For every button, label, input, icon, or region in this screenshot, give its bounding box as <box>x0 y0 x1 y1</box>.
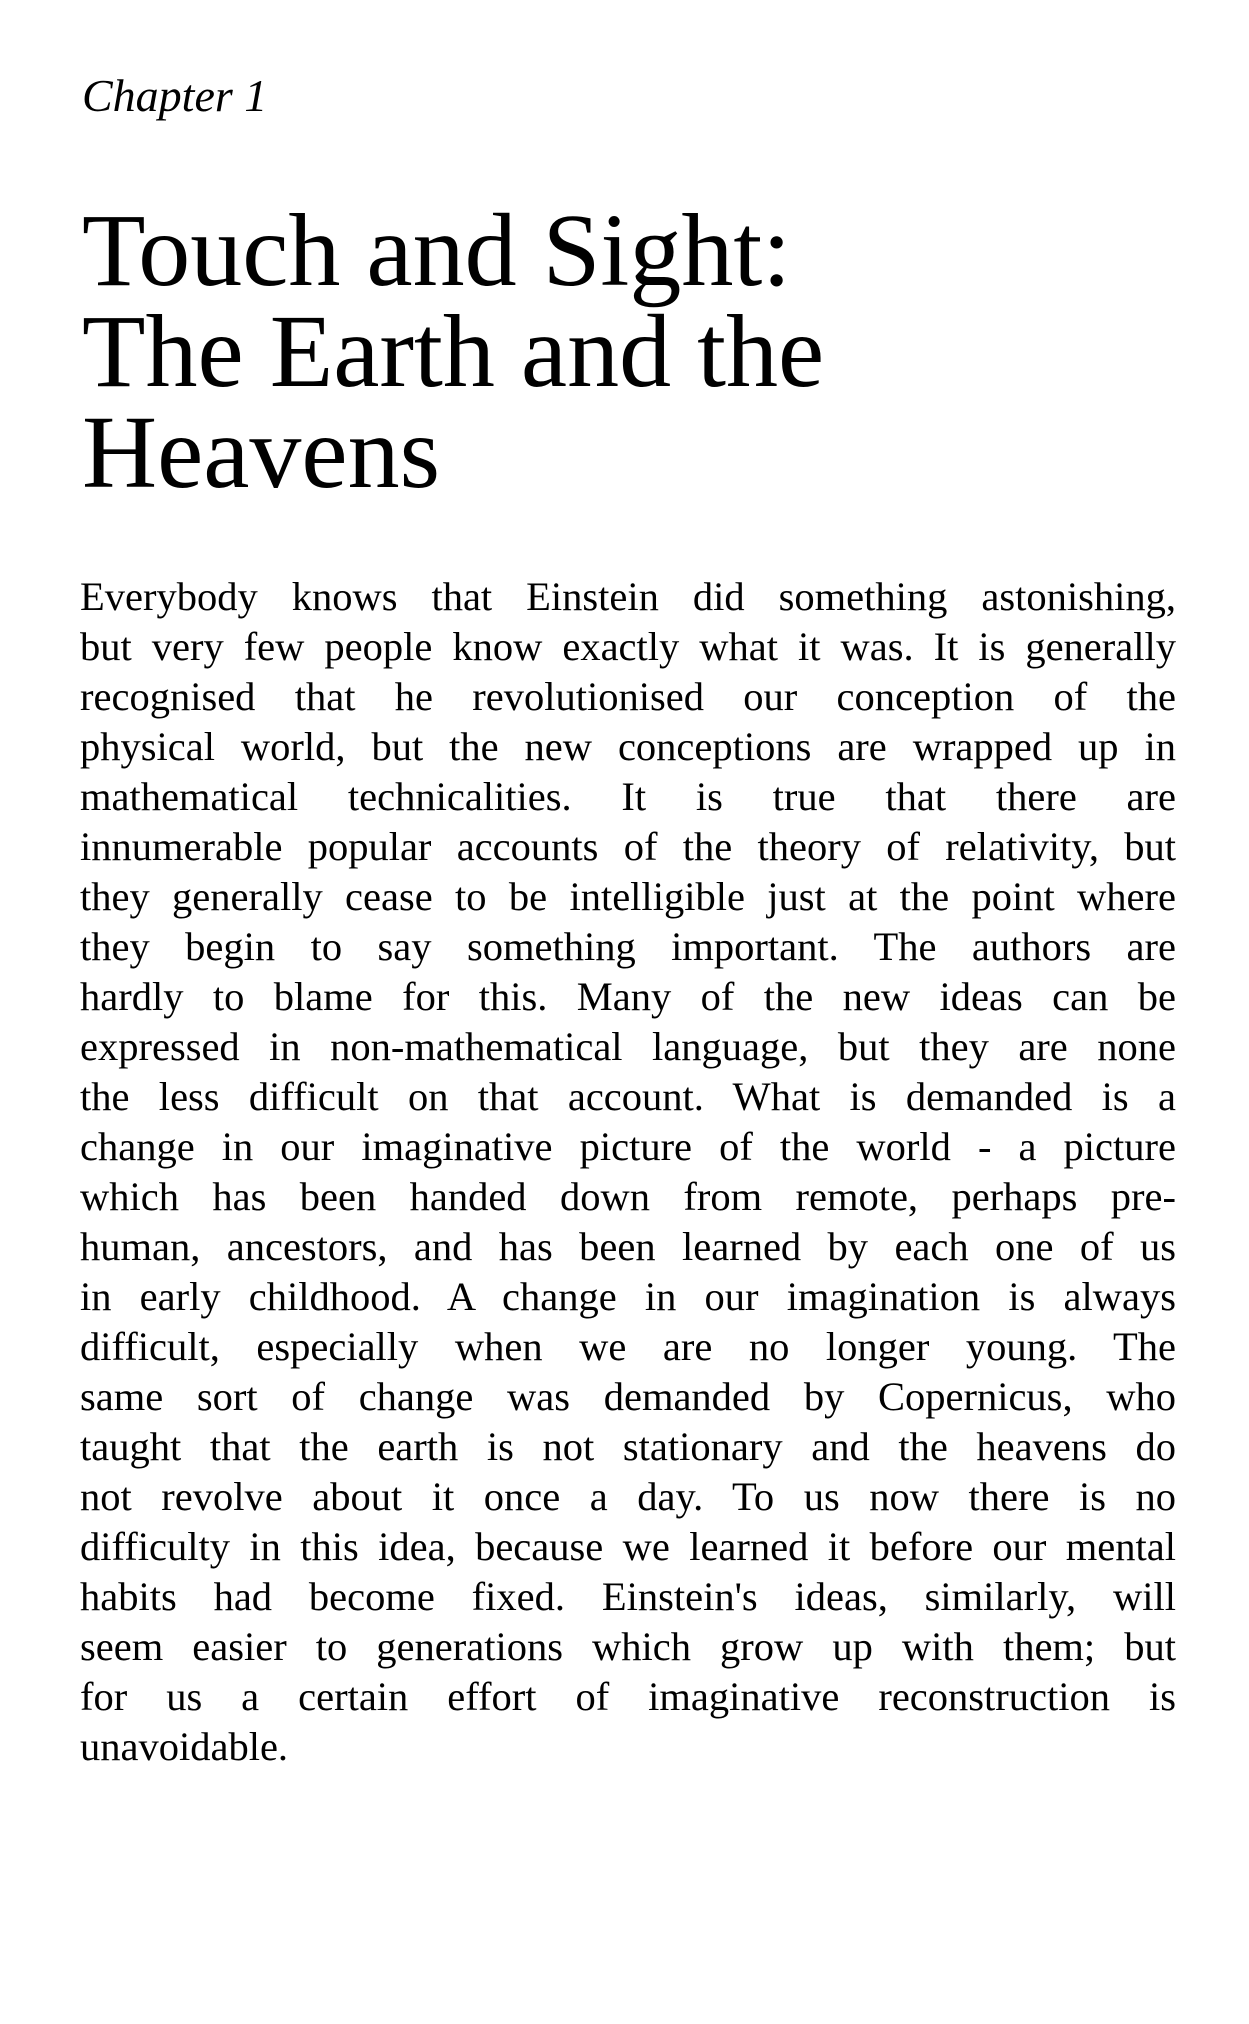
paragraph-line: physical world, but the new conceptions are wrapped up in <box>80 724 1176 769</box>
chapter-title <box>82 193 1182 510</box>
paragraph-line: human, ancestors, and has been learned by each one of us <box>80 1224 1176 1269</box>
paragraph-line: in early childhood. A change in our imagination is always <box>80 1274 1176 1319</box>
chapter-title-line: The Earth and the <box>82 294 825 409</box>
paragraph-line: difficult, especially when we are no longer young. The <box>80 1324 1176 1369</box>
paragraph-line: the less difficult on that account. What is demanded is a <box>80 1074 1176 1119</box>
paragraph-line: they generally cease to be intelligible just at the point where <box>80 874 1176 919</box>
paragraph-line: difficulty in this idea, because we learned it before our mental <box>80 1524 1176 1569</box>
paragraph-line: change in our imaginative picture of the world - a picture <box>80 1124 1176 1169</box>
paragraph-line: they begin to say something important. The authors are <box>80 924 1176 969</box>
paragraph-line: which has been handed down from remote, perhaps pre- <box>80 1174 1176 1219</box>
paragraph-line: but very few people know exactly what it was. It is generally <box>80 624 1176 669</box>
paragraph-line: recognised that he revolutionised our conception of the <box>80 674 1176 719</box>
chapter-title-line: Touch and Sight: <box>82 193 792 308</box>
paragraph-line: for us a certain effort of imaginative reconstruction is <box>80 1674 1176 1719</box>
paragraph-line: same sort of change was demanded by Copernicus, who <box>80 1374 1176 1419</box>
paragraph-line: unavoidable. <box>80 1724 289 1769</box>
paragraph-line: hardly to blame for this. Many of the new ideas can be <box>80 974 1176 1019</box>
paragraph-line: habits had become fixed. Einstein's ideas, similarly, will <box>80 1574 1176 1619</box>
paragraph-line: taught that the earth is not stationary and the heavens do <box>80 1424 1176 1469</box>
paragraph-line: not revolve about it once a day. To us now there is no <box>80 1474 1176 1519</box>
paragraph-line: expressed in non-mathematical language, but they are none <box>80 1024 1176 1069</box>
paragraph-line: seem easier to generations which grow up with them; but <box>80 1624 1176 1669</box>
paragraph-line: Everybody knows that Einstein did something astonishing, <box>80 574 1176 619</box>
paragraph-line: mathematical technicalities. It is true that there are <box>80 774 1176 819</box>
paragraph-line: innumerable popular accounts of the theory of relativity, but <box>80 824 1176 869</box>
body-paragraph <box>80 572 1176 1772</box>
chapter-label: Chapter 1 <box>82 70 268 121</box>
chapter-title-line: Heavens <box>82 395 441 510</box>
